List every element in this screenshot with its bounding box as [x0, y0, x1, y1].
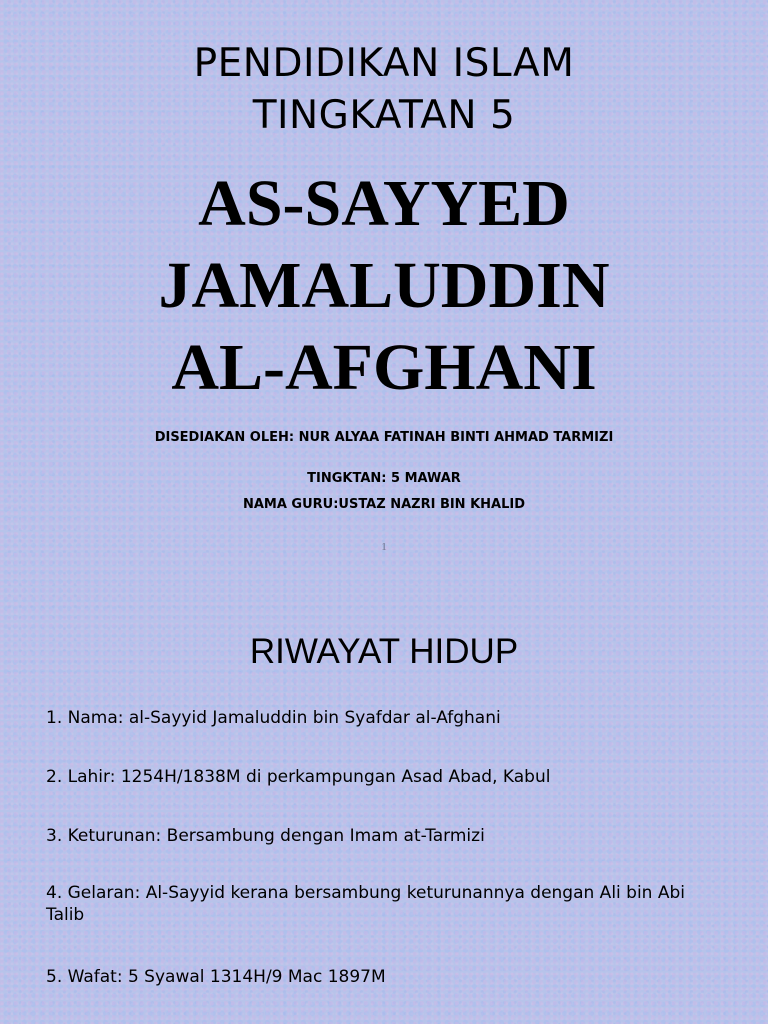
subject-heading [0, 38, 768, 142]
list-item: 5. Wafat: 5 Syawal 1314H/9 Mac 1897M [46, 967, 386, 987]
slide-number: 1 [381, 541, 387, 553]
main-title [0, 163, 768, 409]
prepared-by: DISEDIAKAN OLEH: NUR ALYAA FATINAH BINTI AHMAD TARMIZI [154, 430, 614, 445]
list-item: 3. Keturunan: Bersambung dengan Imam at-Tarmizi [46, 826, 485, 846]
title-line-3: AL-AFGHANI [171, 331, 597, 404]
section-title: RIWAYAT HIDUP [249, 632, 519, 671]
list-item: 1. Nama: al-Sayyid Jamaluddin bin Syafdar al-Afghani [46, 708, 501, 728]
class-line: TINGKTAN: 5 MAWAR [307, 471, 461, 486]
title-line-2: JAMALUDDIN [158, 249, 610, 322]
biography-slide [0, 576, 768, 1024]
subject-line-1: PENDIDIKAN ISLAM [193, 41, 575, 86]
credits-block [0, 428, 768, 518]
teacher-line: NAMA GURU:USTAZ NAZRI BIN KHALID [242, 497, 526, 512]
list-item: 4. Gelaran: Al-Sayyid kerana bersambung keturunannya dengan Ali bin Abi Talib [46, 883, 686, 925]
title-line-1: AS-SAYYED [198, 167, 570, 240]
subject-line-2: TINGKATAN 5 [252, 93, 516, 138]
list-item: 2. Lahir: 1254H/1838M di perkampungan Asad Abad, Kabul [46, 767, 551, 787]
